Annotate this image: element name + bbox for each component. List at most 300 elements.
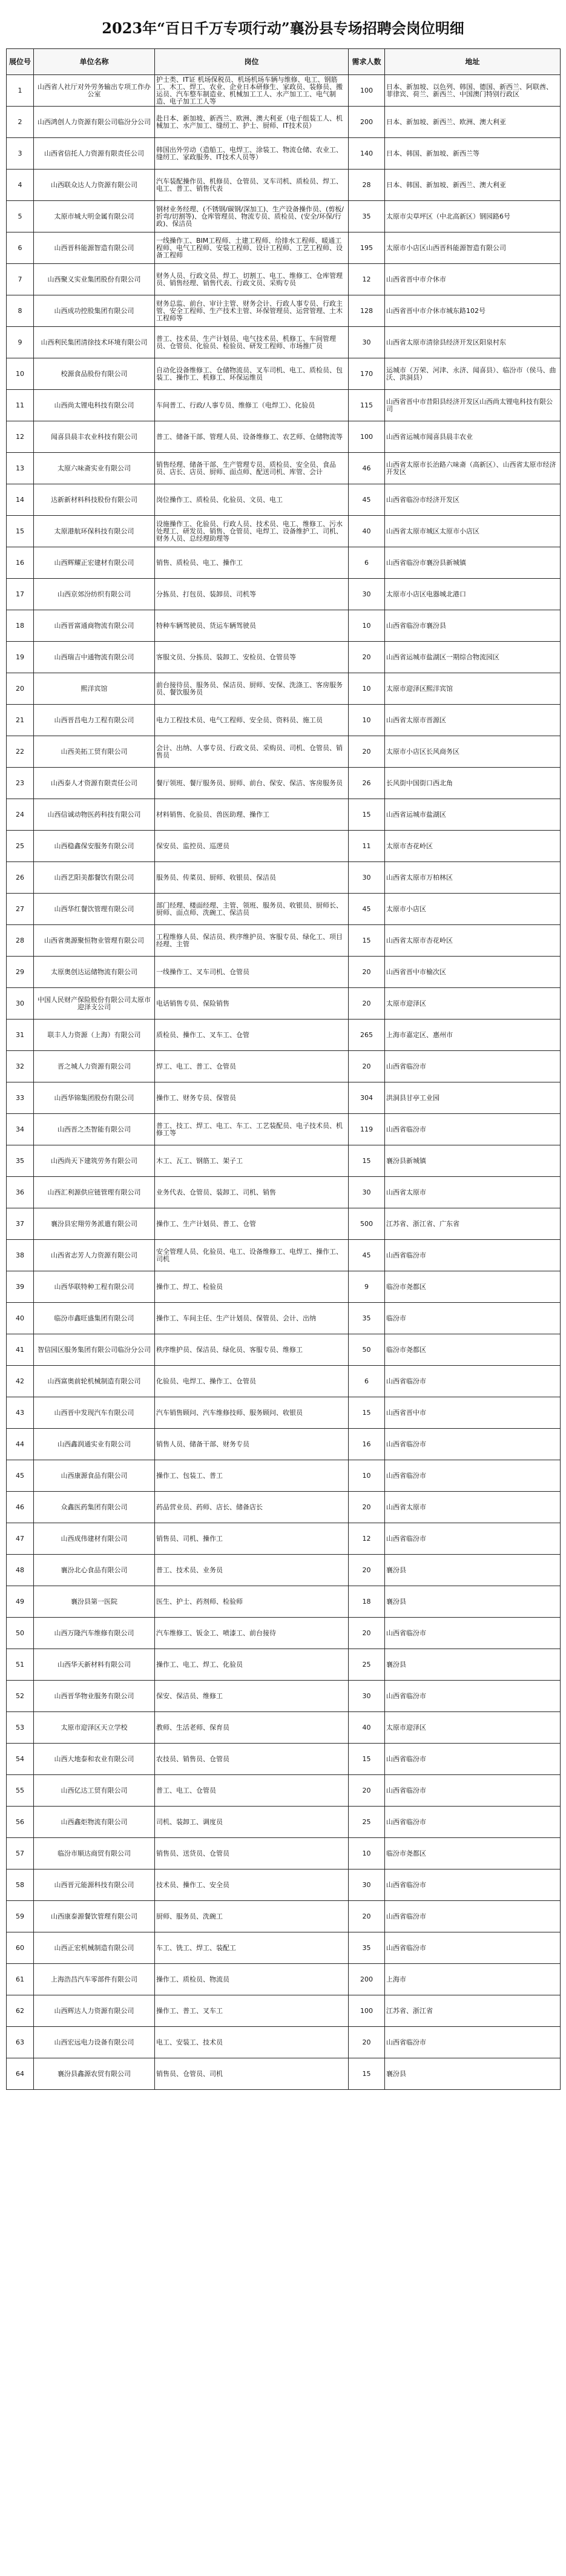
table-row xyxy=(7,1051,561,1082)
positions-cell: 餐厅领班、餐厅服务员、厨师、前台、保安、保洁、客房服务员 xyxy=(155,768,349,799)
count-cell: 10 xyxy=(349,1460,385,1492)
table-row xyxy=(7,1020,561,1051)
count-cell: 6 xyxy=(349,1366,385,1397)
count-cell: 9 xyxy=(349,1271,385,1303)
booth-cell: 28 xyxy=(7,925,34,957)
address-cell: 山西省临汾市 xyxy=(385,1523,561,1555)
company-cell: 山西美拓工贸有限公司 xyxy=(34,736,155,768)
booth-cell: 15 xyxy=(7,516,34,547)
positions-cell: 销售经理、储备干部、生产管理专员、质检员、安全员、食品员、店长、店员、厨师、面点师、配送司机、库管、会计 xyxy=(155,453,349,484)
positions-cell: 销售员、送货员、仓管员 xyxy=(155,1838,349,1869)
company-cell: 智信园区服务集团有限公司临汾分公司 xyxy=(34,1334,155,1366)
address-cell: 太原市杏花岭区 xyxy=(385,831,561,862)
positions-cell: 医生、护士、药剂师、检验师 xyxy=(155,1586,349,1618)
positions-cell: 岗位操作工、质检员、化验员、文员、电工 xyxy=(155,484,349,516)
table-row xyxy=(7,1523,561,1555)
company-cell: 山西省信托人力资源有限责任公司 xyxy=(34,138,155,170)
count-cell: 128 xyxy=(349,295,385,327)
table-row xyxy=(7,1177,561,1208)
positions-cell: 护士类、IT证 机场保税员、机场机场车辆与维修、电工、钢筋工、木工、焊工、农业、企业日本研修生、家政员、装修员、搬运员、汽车整车制造业、机械加工工人、水产加工工、电气制造、电子加工工人等 xyxy=(155,75,349,107)
address-cell: 太原市小店区 xyxy=(385,894,561,925)
table-row xyxy=(7,1555,561,1586)
address-cell: 山西省临汾市 xyxy=(385,1775,561,1807)
column-header-booth: 展位号 xyxy=(7,49,34,75)
table-row xyxy=(7,831,561,862)
table-row xyxy=(7,390,561,421)
count-cell: 30 xyxy=(349,327,385,358)
table-row xyxy=(7,988,561,1020)
company-cell: 山西鑫炬物流有限公司 xyxy=(34,1807,155,1838)
booth-cell: 50 xyxy=(7,1618,34,1649)
company-cell: 山西泰人才资源有限责任公司 xyxy=(34,768,155,799)
company-cell: 中国人民财产保险股份有限公司太原市迎泽支公司 xyxy=(34,988,155,1020)
address-cell: 山西省太原市清徐县经济开发区阳泉村东 xyxy=(385,327,561,358)
positions-cell: 韩国出外劳动（造船工、电焊工、涂装工、物流仓储、农业工、缝纫工、家政服务、IT技术人员等） xyxy=(155,138,349,170)
booth-cell: 62 xyxy=(7,1995,34,2027)
count-cell: 10 xyxy=(349,1838,385,1869)
booth-cell: 26 xyxy=(7,862,34,894)
company-cell: 太原奥创达运储物流有限公司 xyxy=(34,957,155,988)
booth-cell: 33 xyxy=(7,1082,34,1114)
address-cell: 山西省晋中市介休市 xyxy=(385,264,561,295)
booth-cell: 17 xyxy=(7,579,34,610)
positions-cell: 普工、技术员、业务员 xyxy=(155,1555,349,1586)
company-cell: 太原市城大明金属有限公司 xyxy=(34,201,155,232)
count-cell: 170 xyxy=(349,358,385,390)
positions-cell: 会计、出纳、人事专员、行政文员、采购员、司机、仓管员、销售员 xyxy=(155,736,349,768)
address-cell: 洪洞县甘亭工业园 xyxy=(385,1082,561,1114)
table-row xyxy=(7,894,561,925)
table-row xyxy=(7,1397,561,1429)
positions-table xyxy=(6,48,561,2090)
booth-cell: 42 xyxy=(7,1366,34,1397)
booth-cell: 40 xyxy=(7,1303,34,1334)
column-header-count: 需求人数 xyxy=(349,49,385,75)
booth-cell: 21 xyxy=(7,705,34,736)
address-cell: 太原市迎泽区熙洋宾馆 xyxy=(385,673,561,705)
address-cell: 太原市尖草坪区（中北高新区）钢园路6号 xyxy=(385,201,561,232)
count-cell: 40 xyxy=(349,516,385,547)
table-row xyxy=(7,642,561,673)
address-cell: 襄汾县 xyxy=(385,1586,561,1618)
address-cell: 山西省晋中市昔阳县经济开发区山西尚太锂电科技有限公司 xyxy=(385,390,561,421)
address-cell: 山西省太原市城区太原市小店区 xyxy=(385,516,561,547)
address-cell: 上海市 xyxy=(385,1964,561,1995)
table-row xyxy=(7,1964,561,1995)
booth-cell: 1 xyxy=(7,75,34,107)
booth-cell: 51 xyxy=(7,1649,34,1681)
company-cell: 达新新材料科技股份有限公司 xyxy=(34,484,155,516)
address-cell: 山西省运城市盐湖区 xyxy=(385,799,561,831)
company-cell: 临汾市鑫旺盛集团有限公司 xyxy=(34,1303,155,1334)
address-cell: 临汾市 xyxy=(385,1303,561,1334)
positions-cell: 销售、质检员、电工、操作工 xyxy=(155,547,349,579)
table-row xyxy=(7,1366,561,1397)
booth-cell: 4 xyxy=(7,170,34,201)
booth-cell: 37 xyxy=(7,1208,34,1240)
count-cell: 20 xyxy=(349,1555,385,1586)
booth-cell: 54 xyxy=(7,1744,34,1775)
address-cell: 临汾市尧都区 xyxy=(385,1334,561,1366)
company-cell: 山西汇利源供应链管理有限公司 xyxy=(34,1177,155,1208)
address-cell: 山西省临汾市 xyxy=(385,1051,561,1082)
company-cell: 山西尚天下建筑劳务有限公司 xyxy=(34,1145,155,1177)
booth-cell: 19 xyxy=(7,642,34,673)
page-title: 2023年“百日千万专项行动”襄汾县专场招聘会岗位明细 xyxy=(102,19,464,37)
count-cell: 26 xyxy=(349,768,385,799)
count-cell: 15 xyxy=(349,2058,385,2090)
address-cell: 山西省临汾市 xyxy=(385,1901,561,1932)
table-row xyxy=(7,579,561,610)
address-cell: 山西省晋中市 xyxy=(385,1397,561,1429)
positions-cell: 车间普工、行政/人事专员、维修工（电焊工）、化验员 xyxy=(155,390,349,421)
table-row xyxy=(7,75,561,107)
table-row xyxy=(7,1208,561,1240)
positions-cell: 销售员、仓管员、司机 xyxy=(155,2058,349,2090)
booth-cell: 59 xyxy=(7,1901,34,1932)
booth-cell: 38 xyxy=(7,1240,34,1271)
address-cell: 运城市（万荣、河津、永济、闻喜县）、临汾市（侯马、曲沃、洪洞县） xyxy=(385,358,561,390)
positions-cell: 技术员、操作工、安全员 xyxy=(155,1869,349,1901)
count-cell: 119 xyxy=(349,1114,385,1145)
booth-cell: 63 xyxy=(7,2027,34,2058)
count-cell: 18 xyxy=(349,1586,385,1618)
address-cell: 江苏省、浙江省 xyxy=(385,1995,561,2027)
company-cell: 熙洋宾馆 xyxy=(34,673,155,705)
count-cell: 20 xyxy=(349,736,385,768)
company-cell: 山西华红餐饮管理有限公司 xyxy=(34,894,155,925)
company-cell: 山西稳鑫保安服务有限公司 xyxy=(34,831,155,862)
address-cell: 山西省太原市万柏林区 xyxy=(385,862,561,894)
count-cell: 45 xyxy=(349,484,385,516)
address-cell: 山西省太原市杏花岭区 xyxy=(385,925,561,957)
booth-cell: 3 xyxy=(7,138,34,170)
company-cell: 山西晋富通商物流有限公司 xyxy=(34,610,155,642)
company-cell: 山西晋元能源科技有限公司 xyxy=(34,1869,155,1901)
positions-cell: 操作工、车间主任、生产计划员、保管员、会计、出纳 xyxy=(155,1303,349,1334)
booth-cell: 9 xyxy=(7,327,34,358)
count-cell: 10 xyxy=(349,610,385,642)
positions-cell: 财务人员、行政文员、焊工、切割工、电工、维修工、仓库管理员、销售经理、销售代表、行政文员、采购专员 xyxy=(155,264,349,295)
positions-cell: 操作工、生产计划员、普工、仓管 xyxy=(155,1208,349,1240)
table-row xyxy=(7,170,561,201)
address-cell: 太原市小店区山西晋科能源智造有限公司 xyxy=(385,232,561,264)
positions-cell: 汽车销售顾问、汽车维修技师、服务顾问、收银员 xyxy=(155,1397,349,1429)
booth-cell: 24 xyxy=(7,799,34,831)
booth-cell: 35 xyxy=(7,1145,34,1177)
positions-cell: 普工、技术员、生产计划员、电气技术员、机修工、车间管理员、仓管员、化验员、检验员、研发工程师、市场推广员 xyxy=(155,327,349,358)
booth-cell: 57 xyxy=(7,1838,34,1869)
count-cell: 20 xyxy=(349,1051,385,1082)
positions-cell: 分拣员、打包员、装卸员、司机等 xyxy=(155,579,349,610)
company-cell: 山西利民集团清徐技术环境有限公司 xyxy=(34,327,155,358)
count-cell: 195 xyxy=(349,232,385,264)
address-cell: 日本、韩国、新加坡、新西兰、澳大利亚 xyxy=(385,170,561,201)
count-cell: 20 xyxy=(349,1775,385,1807)
address-cell: 山西省临汾市 xyxy=(385,1744,561,1775)
count-cell: 500 xyxy=(349,1208,385,1240)
booth-cell: 56 xyxy=(7,1807,34,1838)
address-cell: 山西省临汾市 xyxy=(385,1429,561,1460)
positions-cell: 药品营业员、药师、店长、储备店长 xyxy=(155,1492,349,1523)
positions-cell: 保安、保洁员、维修工 xyxy=(155,1681,349,1712)
booth-cell: 27 xyxy=(7,894,34,925)
booth-cell: 20 xyxy=(7,673,34,705)
address-cell: 襄汾县 xyxy=(385,1555,561,1586)
table-row xyxy=(7,1145,561,1177)
positions-cell: 汽车维修工、钣金工、喷漆工、前台接待 xyxy=(155,1618,349,1649)
table-row xyxy=(7,1082,561,1114)
address-cell: 太原市小店区长风商务区 xyxy=(385,736,561,768)
count-cell: 30 xyxy=(349,1869,385,1901)
company-cell: 山西正宏机械制造有限公司 xyxy=(34,1932,155,1964)
table-row xyxy=(7,705,561,736)
count-cell: 16 xyxy=(349,1429,385,1460)
positions-cell: 销售人员、储备干部、财务专员 xyxy=(155,1429,349,1460)
company-cell: 山西信诚动物医药科技有限公司 xyxy=(34,799,155,831)
positions-cell: 焊工、电工、普工、仓管员 xyxy=(155,1051,349,1082)
column-header-address: 地址 xyxy=(385,49,561,75)
positions-cell: 操作工、焊工、检验员 xyxy=(155,1271,349,1303)
count-cell: 20 xyxy=(349,2027,385,2058)
address-cell: 山西省临汾市经济开发区 xyxy=(385,484,561,516)
company-cell: 山西华天新材料有限公司 xyxy=(34,1649,155,1681)
table-row xyxy=(7,736,561,768)
company-cell: 山西尚太锂电科技有限公司 xyxy=(34,390,155,421)
table-header-row xyxy=(7,49,561,75)
table-row xyxy=(7,1807,561,1838)
positions-cell: 电工、安装工、技术员 xyxy=(155,2027,349,2058)
company-cell: 上海浩昌汽车零部件有限公司 xyxy=(34,1964,155,1995)
booth-cell: 12 xyxy=(7,421,34,453)
column-header-company: 单位名称 xyxy=(34,49,155,75)
count-cell: 30 xyxy=(349,579,385,610)
company-cell: 山西京郊汾纺织有限公司 xyxy=(34,579,155,610)
positions-cell: 秩序维护员、保洁员、绿化员、客服专员、维修工 xyxy=(155,1334,349,1366)
positions-cell: 质检员、操作工、叉车工、仓管 xyxy=(155,1020,349,1051)
count-cell: 100 xyxy=(349,1995,385,2027)
count-cell: 35 xyxy=(349,201,385,232)
count-cell: 35 xyxy=(349,1932,385,1964)
company-cell: 山西成伟建材有限公司 xyxy=(34,1523,155,1555)
address-cell: 山西省临汾市 xyxy=(385,1932,561,1964)
table-row xyxy=(7,201,561,232)
count-cell: 100 xyxy=(349,421,385,453)
table-row xyxy=(7,1869,561,1901)
table-row xyxy=(7,295,561,327)
address-cell: 山西省晋中市榆次区 xyxy=(385,957,561,988)
positions-cell: 一线操作工、BIM工程师、土建工程师、给排水工程师、暖通工程师、电气工程师、安装工程师、设计工程师、工艺工程师、设备工程师 xyxy=(155,232,349,264)
table-row xyxy=(7,1240,561,1271)
booth-cell: 22 xyxy=(7,736,34,768)
count-cell: 265 xyxy=(349,1020,385,1051)
company-cell: 山西晋中发现汽车有限公司 xyxy=(34,1397,155,1429)
positions-cell: 普工、储备干部、管理人员、设备维修工、农艺师、仓储物流等 xyxy=(155,421,349,453)
count-cell: 35 xyxy=(349,1303,385,1334)
table-row xyxy=(7,232,561,264)
company-cell: 山西富奥前轮机械制造有限公司 xyxy=(34,1366,155,1397)
table-row xyxy=(7,1460,561,1492)
booth-cell: 61 xyxy=(7,1964,34,1995)
positions-cell: 操作工、包装工、普工 xyxy=(155,1460,349,1492)
company-cell: 山西宏远电力设备有限公司 xyxy=(34,2027,155,2058)
count-cell: 20 xyxy=(349,1492,385,1523)
count-cell: 12 xyxy=(349,264,385,295)
count-cell: 15 xyxy=(349,1397,385,1429)
count-cell: 30 xyxy=(349,862,385,894)
address-cell: 山西省临汾市 xyxy=(385,2027,561,2058)
booth-cell: 7 xyxy=(7,264,34,295)
count-cell: 30 xyxy=(349,1177,385,1208)
address-cell: 江苏省、浙江省、广东省 xyxy=(385,1208,561,1240)
positions-cell: 保安员、监控员、巡逻员 xyxy=(155,831,349,862)
count-cell: 11 xyxy=(349,831,385,862)
count-cell: 200 xyxy=(349,1964,385,1995)
table-row xyxy=(7,1681,561,1712)
table-row xyxy=(7,484,561,516)
table-row xyxy=(7,1618,561,1649)
count-cell: 40 xyxy=(349,1712,385,1744)
address-cell: 山西省临汾市 xyxy=(385,1366,561,1397)
company-cell: 山西华联特种工程有限公司 xyxy=(34,1271,155,1303)
table-row xyxy=(7,925,561,957)
positions-cell: 车工、铣工、焊工、装配工 xyxy=(155,1932,349,1964)
count-cell: 25 xyxy=(349,1649,385,1681)
address-cell: 太原市迎泽区 xyxy=(385,988,561,1020)
company-cell: 山西艺阳美都餐饮有限公司 xyxy=(34,862,155,894)
company-cell: 山西省人社厅对外劳务输出专项工作办公室 xyxy=(34,75,155,107)
positions-cell: 操作工、财务专员、保管员 xyxy=(155,1082,349,1114)
table-row xyxy=(7,1932,561,1964)
table-row xyxy=(7,1114,561,1145)
positions-cell: 财务总监、前台、审计主管、财务会计、行政人事专员、行政主管、安全工程师、生产技术主管、环保管理员、运营管理、土木工程师等 xyxy=(155,295,349,327)
booth-cell: 36 xyxy=(7,1177,34,1208)
table-row xyxy=(7,138,561,170)
booth-cell: 5 xyxy=(7,201,34,232)
count-cell: 15 xyxy=(349,799,385,831)
company-cell: 山西聚义实业集团股份有限公司 xyxy=(34,264,155,295)
booth-cell: 18 xyxy=(7,610,34,642)
company-cell: 太原市迎泽区天立学校 xyxy=(34,1712,155,1744)
table-row xyxy=(7,358,561,390)
table-row xyxy=(7,862,561,894)
table-row xyxy=(7,264,561,295)
address-cell: 山西省运城市盐湖区一期综合物流园区 xyxy=(385,642,561,673)
company-cell: 山西康泰源餐饮管理有限公司 xyxy=(34,1901,155,1932)
booth-cell: 6 xyxy=(7,232,34,264)
count-cell: 45 xyxy=(349,1240,385,1271)
address-cell: 山西省太原市 xyxy=(385,1492,561,1523)
company-cell: 襄汾县第一医院 xyxy=(34,1586,155,1618)
table-row xyxy=(7,1492,561,1523)
company-cell: 山西晋昌电力工程有限公司 xyxy=(34,705,155,736)
count-cell: 200 xyxy=(349,107,385,138)
table-row xyxy=(7,1838,561,1869)
booth-cell: 30 xyxy=(7,988,34,1020)
address-cell: 山西省临汾市襄汾县新城镇 xyxy=(385,547,561,579)
table-row xyxy=(7,1429,561,1460)
address-cell: 山西省临汾市 xyxy=(385,1460,561,1492)
booth-cell: 13 xyxy=(7,453,34,484)
table-row xyxy=(7,2027,561,2058)
table-row xyxy=(7,1303,561,1334)
company-cell: 晋之城人力资源有限公司 xyxy=(34,1051,155,1082)
address-cell: 山西省运城市闻喜县晨丰农业 xyxy=(385,421,561,453)
company-cell: 闻喜县晨丰农业科技有限公司 xyxy=(34,421,155,453)
count-cell: 25 xyxy=(349,1807,385,1838)
address-cell: 山西省临汾市 xyxy=(385,1681,561,1712)
table-row xyxy=(7,610,561,642)
company-cell: 山西辉耀正宏建材有限公司 xyxy=(34,547,155,579)
positions-cell: 设施操作工、化验员、行政人员、技术员、电工、维修工、污水处理工、研发员、销售、仓管员、电焊工、设备维护工、司机、财务人员、总经理助理等 xyxy=(155,516,349,547)
count-cell: 45 xyxy=(349,894,385,925)
booth-cell: 29 xyxy=(7,957,34,988)
company-cell: 山西省奥源聚恒物业管理有限公司 xyxy=(34,925,155,957)
count-cell: 15 xyxy=(349,1744,385,1775)
count-cell: 12 xyxy=(349,1523,385,1555)
booth-cell: 8 xyxy=(7,295,34,327)
address-cell: 山西省太原市晋源区 xyxy=(385,705,561,736)
count-cell: 30 xyxy=(349,1681,385,1712)
positions-cell: 安全管理人员、化验员、电工、设备维修工、电焊工、操作工、司机 xyxy=(155,1240,349,1271)
company-cell: 山西联众达人力资源有限公司 xyxy=(34,170,155,201)
table-row xyxy=(7,673,561,705)
booth-cell: 47 xyxy=(7,1523,34,1555)
positions-cell: 材料销售、化验员、兽医助理、操作工 xyxy=(155,799,349,831)
positions-cell: 业务代表、仓管员、装卸工、司机、销售 xyxy=(155,1177,349,1208)
company-cell: 山西成功控股集团有限公司 xyxy=(34,295,155,327)
address-cell: 山西省临汾市 xyxy=(385,1240,561,1271)
positions-cell: 前台接待员、服务员、保洁员、厨师、安保、洗涤工、客房服务员、餐饮服务员 xyxy=(155,673,349,705)
table-row xyxy=(7,1271,561,1303)
positions-cell: 赴日本、新加坡、新西兰、欧洲、澳大利亚（电子组装工人、机械加工、水产加工、缝纫工、护士、厨师、IT技术员） xyxy=(155,107,349,138)
count-cell: 15 xyxy=(349,1145,385,1177)
booth-cell: 41 xyxy=(7,1334,34,1366)
table-row xyxy=(7,1995,561,2027)
positions-cell: 服务员、传菜员、厨师、收银员、保洁员 xyxy=(155,862,349,894)
positions-cell: 部门经理、楼面经理、主管、领班、服务员、收银员、厨师长、厨师、面点师、洗碗工、保洁员 xyxy=(155,894,349,925)
positions-cell: 厨师、服务员、洗碗工 xyxy=(155,1901,349,1932)
booth-cell: 39 xyxy=(7,1271,34,1303)
count-cell: 20 xyxy=(349,988,385,1020)
booth-cell: 64 xyxy=(7,2058,34,2090)
count-cell: 20 xyxy=(349,957,385,988)
company-cell: 山西晋科能源智造有限公司 xyxy=(34,232,155,264)
booth-cell: 58 xyxy=(7,1869,34,1901)
address-cell: 襄汾县新城镇 xyxy=(385,1145,561,1177)
address-cell: 山西省太原市长治路六味斋（高新区）、山西省太原市经济开发区 xyxy=(385,453,561,484)
address-cell: 山西省太原市 xyxy=(385,1177,561,1208)
company-cell: 襄汾县鑫源农贸有限公司 xyxy=(34,2058,155,2090)
booth-cell: 45 xyxy=(7,1460,34,1492)
address-cell: 山西省临汾市 xyxy=(385,1618,561,1649)
table-row xyxy=(7,421,561,453)
company-cell: 联丰人力资源（上海）有限公司 xyxy=(34,1020,155,1051)
count-cell: 10 xyxy=(349,705,385,736)
table-row xyxy=(7,1712,561,1744)
address-cell: 上海市嘉定区、惠州市 xyxy=(385,1020,561,1051)
booth-cell: 49 xyxy=(7,1586,34,1618)
company-cell: 山西晋华物业服务有限公司 xyxy=(34,1681,155,1712)
address-cell: 山西省临汾市襄汾县 xyxy=(385,610,561,642)
booth-cell: 11 xyxy=(7,390,34,421)
company-cell: 众鑫医药集团有限公司 xyxy=(34,1492,155,1523)
positions-cell: 化验员、电焊工、操作工、仓管员 xyxy=(155,1366,349,1397)
company-cell: 山西省志芳人力资源有限公司 xyxy=(34,1240,155,1271)
address-cell: 襄汾县 xyxy=(385,1649,561,1681)
company-cell: 山西晋之杰智能有限公司 xyxy=(34,1114,155,1145)
positions-cell: 司机、装卸工、调度员 xyxy=(155,1807,349,1838)
